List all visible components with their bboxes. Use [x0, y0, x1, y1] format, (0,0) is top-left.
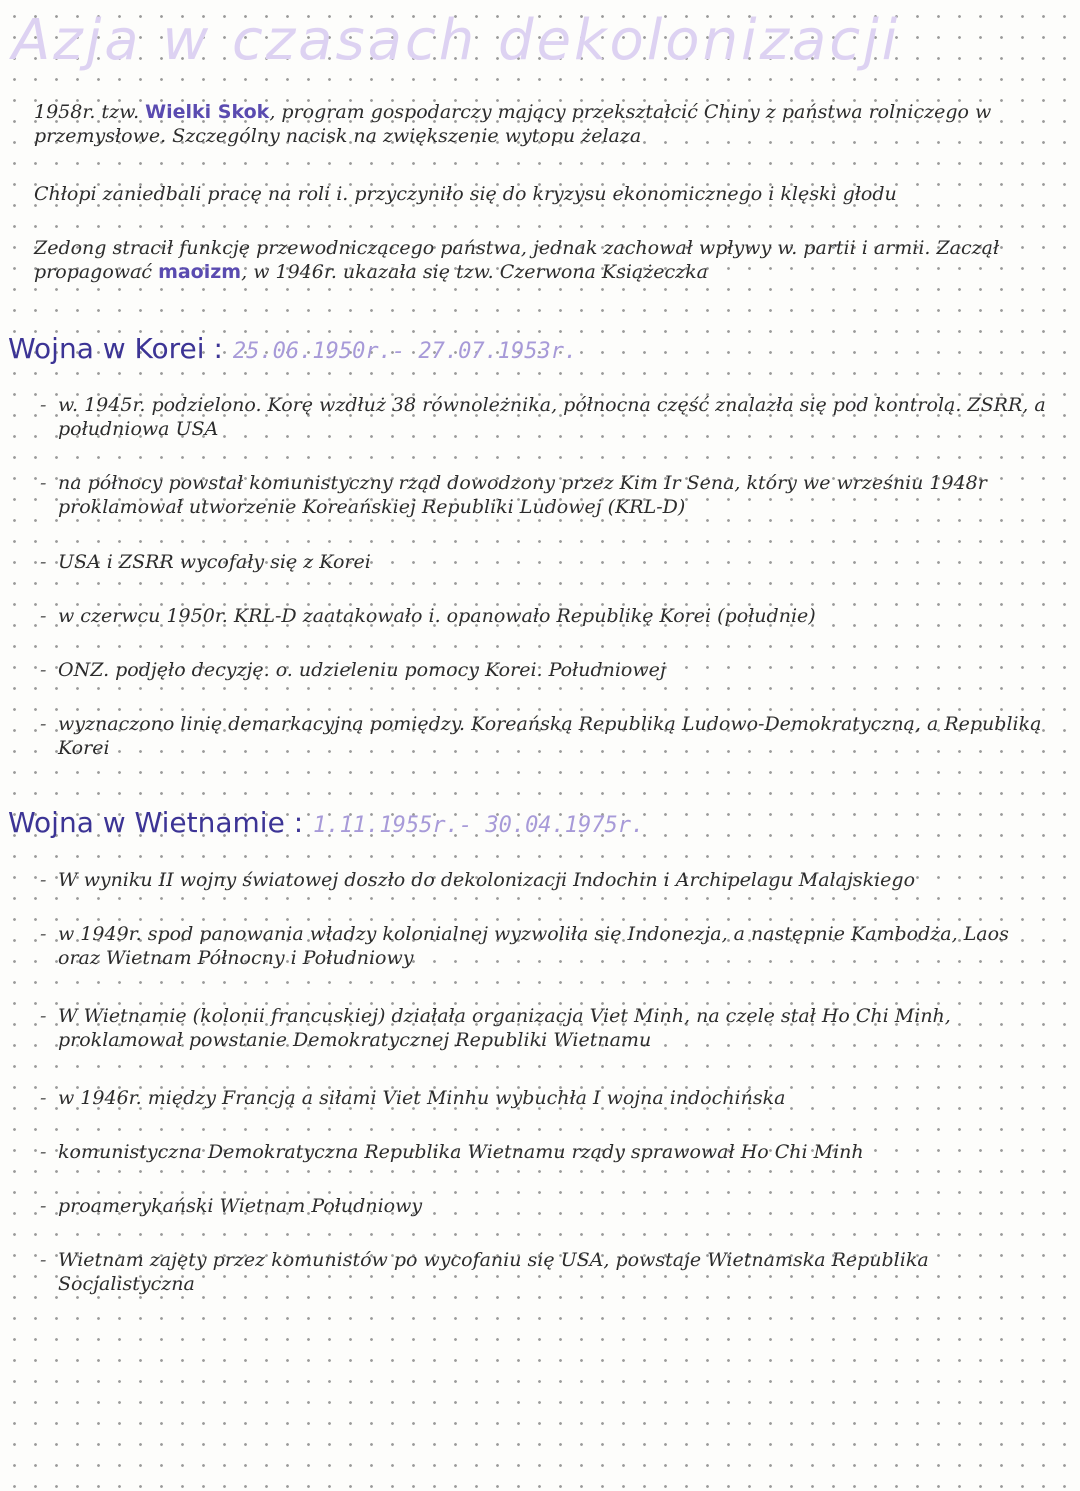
intro-text-after: , w 1946r. ukazała się tzw. Czerwona Książeczka [241, 261, 708, 283]
list-item: - W Wietnamie (kolonii francuskiej) działała organizacja Viet Minh, na czele stał Ho Chi Minh, proklamował powstanie Demokratycznej Republiki Wietnamu [40, 1004, 1050, 1052]
intro-paragraph-famine: Chłopi zaniedbali pracę na roli i. przyczyniło się do kryzysu ekonomicznego i klęski głodu [34, 183, 897, 205]
section-heading-korea [8, 332, 577, 365]
intro-paragraph-maoism [34, 236, 1054, 284]
list-item: - na północy powstał komunistyczny rząd dowodzony przez Kim Ir Sena, który we wrześniu 1948r proklamował utworzenie Koreańskiej Republiki Ludowej (KRL-D) [40, 471, 1050, 519]
vietnam-dates: 1.11.1955r.- 30.04.1975r. [313, 813, 645, 838]
list-item: - w 1946r. między Francją a siłami Viet Minhu wybuchła I wojna indochińska [40, 1086, 1050, 1110]
list-item: - W wyniku II wojny światowej doszło do dekolonizacji Indochin i Archipelagu Malajskiego [40, 868, 1050, 892]
list-item: - USA i ZSRR wycofały się z Korei [40, 550, 1050, 574]
list-item: - ONZ. podjęło decyzję. o. udzieleniu pomocy Korei. Południowej [40, 658, 1050, 682]
list-item: - w czerwcu 1950r. KRL-D zaatakowało i. opanowało Republikę Korei (południe) [40, 604, 1050, 628]
list-item: - proamerykański Wietnam Południowy [40, 1194, 1050, 1218]
korea-list [40, 393, 1050, 760]
section-heading-vietnam [8, 806, 644, 839]
vietnam-heading-label: Wojna w Wietnamie : [8, 806, 304, 839]
intro-paragraph-great-leap [34, 100, 1054, 148]
list-item: - komunistyczna Demokratyczna Republika Wietnamu rządy sprawował Ho Chi Minh [40, 1140, 1050, 1164]
list-item: - w 1949r. spod panowania władzy kolonialnej wyzwoliła się Indonezja, a następnie Kambodża, Laos oraz Wietnam Północny i Południowy [40, 922, 1050, 970]
highlight-maoizm: maoizm [158, 261, 242, 283]
page-title: Azja w czasach dekolonizacji [12, 8, 901, 73]
list-item: - Wietnam zajęty przez komunistów po wycofaniu się USA, powstaje Wietnamska Republika Socjalistyczna [40, 1248, 1050, 1296]
korea-dates: 25.06.1950r.- 27.07.1953r. [232, 339, 578, 364]
list-item: - w. 1945r. podzielono. Korę wzdłuż 38 równoleżnika, północna część znalazła się pod kontrolą. ZSRR, a południowa USA [40, 393, 1050, 441]
korea-heading-label: Wojna w Korei : [8, 332, 223, 365]
intro-text-after: , program gospodarczy mający przekształcić Chiny z państwa rolniczego w przemysłowe. Szczególny nacisk na zwiększenie wytopu żelaza [34, 101, 992, 147]
intro-text-before: 1958r. tzw. [34, 101, 146, 123]
highlight-wielki-skok: Wielki Skok [145, 101, 270, 123]
vietnam-list [40, 868, 1050, 1296]
list-item: - wyznaczono linię demarkacyjną pomiędzy. Koreańską Republiką Ludowo-Demokratyczną, a Republiką Korei [40, 712, 1050, 760]
intro-text-before: Zedong stracił funkcję przewodniczącego państwa, jednak zachował wpływy w. partii i armii. Zaczął propagować [34, 237, 1000, 283]
